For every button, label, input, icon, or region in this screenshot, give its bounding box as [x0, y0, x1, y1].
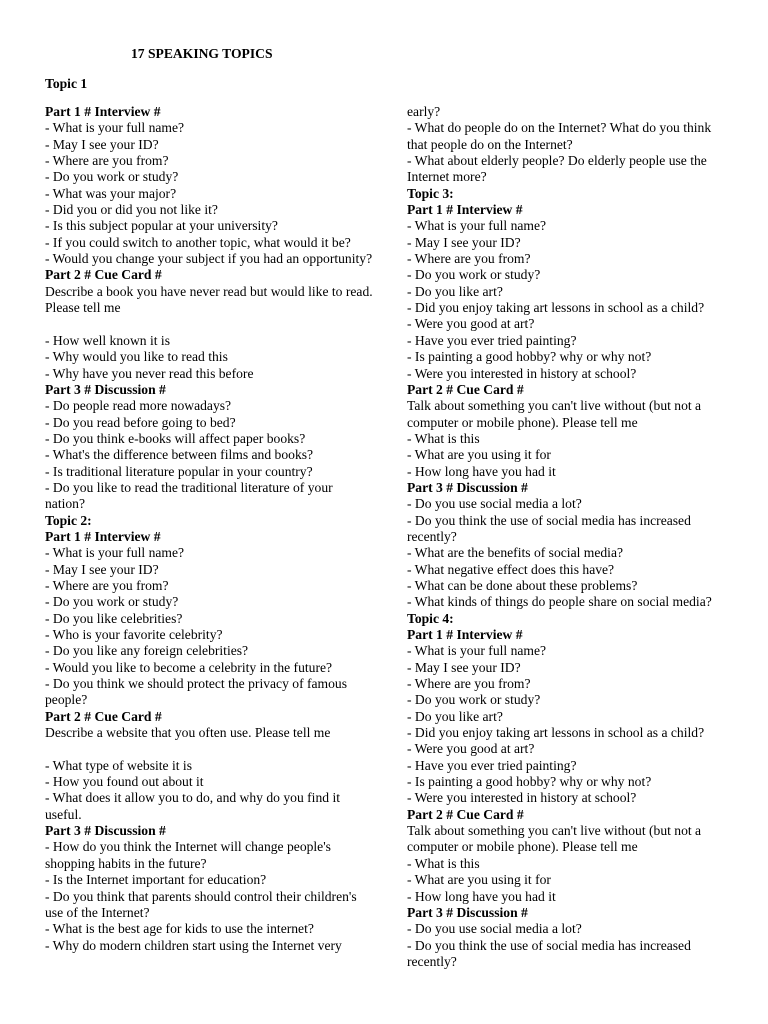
list-item: - Is painting a good hobby? why or why not?	[407, 774, 652, 790]
topic-1-heading: Topic 1	[45, 76, 88, 91]
right-column-continuation: early?	[407, 104, 441, 119]
list-item: - Do you think that parents should control their children's use of the Internet?	[45, 888, 357, 920]
list-item: - Is traditional literature popular in your country?	[45, 463, 313, 479]
list-item: - Did you enjoy taking art lessons in school as a child?	[407, 300, 705, 316]
list-item: - Where are you from?	[407, 676, 531, 692]
list-item: - What can be done about these problems?	[407, 577, 638, 593]
list-item: - Were you interested in history at school?	[407, 790, 637, 806]
list-item: - What is this	[407, 855, 480, 871]
list-item: - Were you interested in history at school?	[407, 365, 637, 381]
list-item: - Do you use social media a lot?	[407, 496, 582, 512]
list-item: - Do you work or study?	[45, 169, 179, 185]
list-item: - Do you think we should protect the privacy of famous people?	[45, 676, 348, 708]
section-heading: Part 2 # Cue Card #	[45, 267, 162, 283]
section-heading: Part 3 # Discussion #	[407, 479, 528, 495]
topic-heading: Topic 2:	[45, 512, 92, 528]
list-item: - Do you think the use of social media has increased recently?	[407, 937, 691, 969]
list-item: - What are the benefits of social media?	[407, 545, 624, 561]
list-item: - Were you good at art?	[407, 316, 535, 332]
list-item: - Do you like art?	[407, 708, 503, 724]
right-column	[407, 104, 732, 970]
list-item: - Is painting a good hobby? why or why not?	[407, 349, 652, 365]
list-item: - What do people do on the Internet? What do you think that people do on the Internet?	[407, 120, 712, 152]
list-item: - Is the Internet important for education?	[45, 872, 267, 888]
list-item: - Do you work or study?	[45, 594, 179, 610]
list-item: - What is the best age for kids to use the internet?	[45, 921, 314, 937]
list-item: - Where are you from?	[407, 251, 531, 267]
list-item: - How long have you had it	[407, 888, 556, 904]
list-item: - Why would you like to read this	[45, 349, 228, 365]
list-item: - What is your full name?	[45, 120, 185, 136]
list-item: - May I see your ID?	[407, 659, 521, 675]
list-item: - What is your full name?	[407, 643, 547, 659]
list-item: - Do you like celebrities?	[45, 610, 183, 626]
list-item: - Do you like to read the traditional literature of your nation?	[45, 479, 333, 512]
list-item: - Why do modern children start using the Internet very	[45, 937, 342, 953]
list-item: - Did you enjoy taking art lessons in school as a child?	[407, 725, 705, 741]
section-heading: Part 1 # Interview #	[45, 104, 161, 119]
list-item: - How long have you had it	[407, 463, 556, 479]
list-item: - Have you ever tried painting?	[407, 332, 577, 348]
list-item: - What does it allow you to do, and why do you find it useful.	[45, 790, 341, 822]
list-item: - Were you good at art?	[407, 741, 535, 757]
section-heading: Part 1 # Interview #	[45, 528, 161, 544]
section-heading: Part 2 # Cue Card #	[407, 381, 524, 397]
left-column	[45, 104, 375, 954]
list-item: - Would you like to become a celebrity in the future?	[45, 659, 333, 675]
list-item: - What was your major?	[45, 185, 177, 201]
list-item: - What is your full name?	[407, 218, 547, 234]
list-item: - Do you think the use of social media has increased recently?	[407, 512, 691, 544]
document-title: 17 SPEAKING TOPICS	[131, 46, 273, 61]
list-item: - Why have you never read this before	[45, 365, 254, 381]
list-item: - May I see your ID?	[407, 234, 521, 250]
list-item: - Where are you from?	[45, 577, 169, 593]
list-item: - May I see your ID?	[45, 561, 159, 577]
section-heading: Part 1 # Interview #	[407, 202, 523, 218]
blank-line	[45, 316, 375, 332]
list-item: - Would you change your subject if you had an opportunity?	[45, 251, 373, 267]
list-item: - Do you work or study?	[407, 692, 541, 708]
list-item: - What are you using it for	[407, 872, 551, 888]
list-item: - Is this subject popular at your university?	[45, 218, 278, 234]
prompt-text: Talk about something you can't live without (but not a computer or mobile phone). Please tell me	[407, 823, 702, 855]
list-item: - What is your full name?	[45, 545, 185, 561]
list-item: - How do you think the Internet will change people's shopping habits in the future?	[45, 839, 331, 871]
list-item: - Have you ever tried painting?	[407, 757, 577, 773]
list-item: - What kinds of things do people share on social media?	[407, 594, 712, 610]
list-item: - Do you like any foreign celebrities?	[45, 643, 249, 659]
blank-line	[45, 741, 375, 757]
section-heading: Part 3 # Discussion #	[45, 823, 166, 839]
prompt-text: Describe a website that you often use. Please tell me	[45, 725, 331, 741]
list-item: - How you found out about it	[45, 774, 204, 790]
list-item: - What are you using it for	[407, 447, 551, 463]
list-item: - What type of website it is	[45, 757, 192, 773]
list-item: - What's the difference between films and books?	[45, 447, 314, 463]
section-heading: Part 2 # Cue Card #	[45, 708, 162, 724]
list-item: - Where are you from?	[45, 153, 169, 169]
list-item: - What is this	[407, 430, 480, 446]
prompt-text: Talk about something you can't live without (but not a computer or mobile phone). Please tell me	[407, 398, 702, 430]
list-item: - Do you work or study?	[407, 267, 541, 283]
list-item: - Do you use social media a lot?	[407, 921, 582, 937]
list-item: - Who is your favorite celebrity?	[45, 627, 223, 642]
list-item: - What negative effect does this have?	[407, 561, 615, 577]
list-item: - If you could switch to another topic, what would it be?	[45, 234, 351, 250]
list-item: - What about elderly people? Do elderly people use the Internet more?	[407, 153, 707, 185]
list-item: - Do people read more nowadays?	[45, 398, 232, 414]
section-heading: Part 1 # Interview #	[407, 627, 523, 642]
section-heading: Part 3 # Discussion #	[45, 381, 166, 397]
list-item: - How well known it is	[45, 332, 170, 348]
topic-heading: Topic 4:	[407, 610, 454, 626]
section-heading: Part 2 # Cue Card #	[407, 806, 524, 822]
prompt-text: Describe a book you have never read but would like to read. Please tell me	[45, 283, 373, 316]
list-item: - Do you think e-books will affect paper books?	[45, 430, 306, 446]
list-item: - Did you or did you not like it?	[45, 202, 218, 218]
list-item: - May I see your ID?	[45, 136, 159, 152]
topic-heading: Topic 3:	[407, 185, 454, 201]
section-heading: Part 3 # Discussion #	[407, 904, 528, 920]
list-item: - Do you like art?	[407, 283, 503, 299]
list-item: - Do you read before going to bed?	[45, 414, 236, 430]
